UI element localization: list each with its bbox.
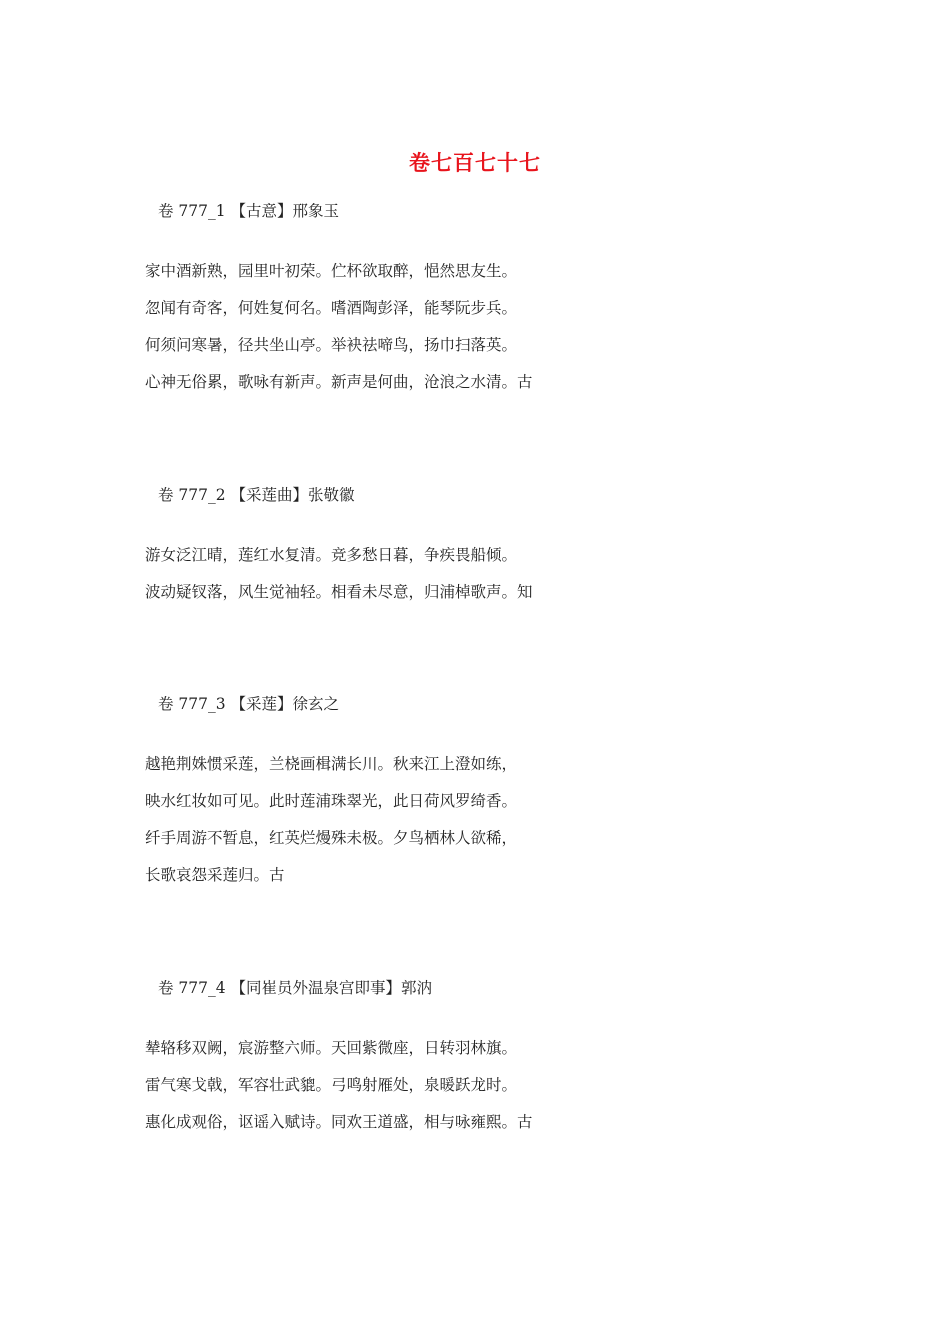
poem-section xyxy=(145,485,845,619)
poem-section xyxy=(145,201,845,409)
poem-line: 忽闻有奇客，何姓复何名。嗜酒陶彭泽，能琴阮步兵。 xyxy=(145,299,518,317)
poem-line: 辇辂移双阙，宸游整六师。天回紫微座，日转羽林旗。 xyxy=(145,1039,518,1057)
poem-line: 游女泛江晴，莲红水复清。竞多愁日暮，争疾畏船倾。 xyxy=(145,546,518,564)
poem-heading: 卷 777_2 【采莲曲】张敬徽 xyxy=(158,486,355,504)
poem-line: 心神无俗累，歌咏有新声。新声是何曲，沧浪之水清。古 xyxy=(145,373,533,391)
poem-line: 波动疑钗落，风生觉袖轻。相看未尽意，归浦棹歌声。知 xyxy=(145,583,533,601)
poem-line: 何须问寒暑，径共坐山亭。举袂祛啼鸟，扬巾扫落英。 xyxy=(145,336,518,354)
poem-line: 长歌哀怨采莲归。古 xyxy=(145,866,285,884)
poem-line: 映水红妆如可见。此时莲浦珠翠光，此日荷风罗绮香。 xyxy=(145,792,518,810)
poem-section xyxy=(145,978,845,1149)
poem-line: 家中酒新熟，园里叶初荣。伫杯欲取醉，悒然思友生。 xyxy=(145,262,518,280)
poem-line: 惠化成观俗，讴谣入赋诗。同欢王道盛，相与咏雍熙。古 xyxy=(145,1113,533,1131)
poem-section xyxy=(145,694,845,902)
poem-heading: 卷 777_1 【古意】邢象玉 xyxy=(158,202,340,220)
poem-line: 越艳荆姝惯采莲，兰桡画楫满长川。秋来江上澄如练， xyxy=(145,755,518,773)
poem-line: 纤手周游不暂息，红英烂熳殊未极。夕鸟栖林人欲稀， xyxy=(145,829,518,847)
poem-heading: 卷 777_3 【采莲】徐玄之 xyxy=(158,695,340,713)
poem-line: 雷气寒戈戟，军容壮武貔。弓鸣射雁处，泉暖跃龙时。 xyxy=(145,1076,518,1094)
poem-heading: 卷 777_4 【同崔员外温泉宫即事】郭汭 xyxy=(158,979,433,997)
page-title: 卷七百七十七 xyxy=(409,150,541,175)
